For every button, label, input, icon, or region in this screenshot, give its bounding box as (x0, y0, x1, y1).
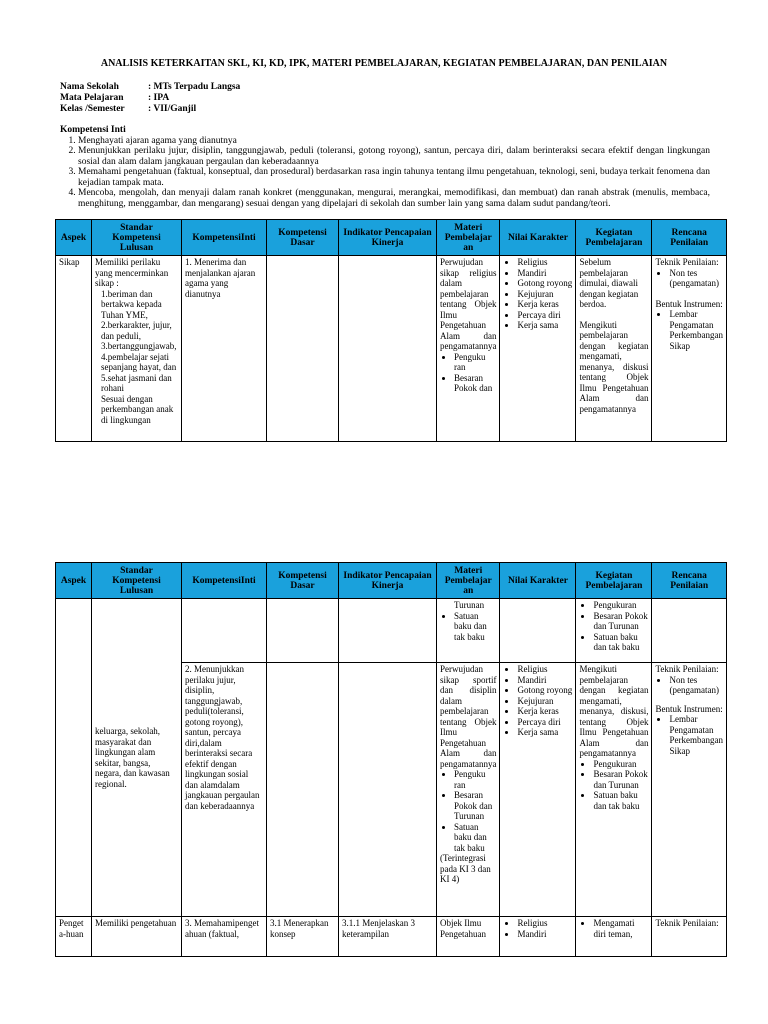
cell-ipk (339, 599, 437, 663)
cell-materi (437, 256, 500, 442)
cell-penilaian: Teknik Penilaian: (652, 917, 726, 957)
karakter-list (503, 664, 572, 738)
list-item: • Mandiri (517, 929, 572, 940)
cell-kd (267, 599, 339, 663)
cell-karakter (500, 256, 576, 442)
cell-ipk: 3.1.1 Menjelaskan 3 keterampilan (339, 917, 437, 957)
list-item: • Satuan baku dan tak baku (593, 790, 648, 811)
cell-aspek (56, 599, 92, 917)
list-item: • Lembar Pengamatan Perkembangan Sikap (669, 309, 722, 351)
penilaian-bentuk: Bentuk Instrumen: (655, 703, 723, 714)
list-item: • Lembar Pengamatan Perkembangan Sikap (669, 714, 722, 756)
ki-list (60, 136, 710, 210)
list-item: • Satuan baku dan tak baku (454, 822, 496, 854)
table-header-row (56, 220, 727, 256)
penilaian-bentuk: Bentuk Instrumen: (655, 298, 723, 309)
header-penilaian: Rencana Penilaian (652, 563, 726, 599)
cell-kegiatan (576, 917, 652, 957)
skl-item: 4.pembelajar sejati sepanjang hayat, dan (101, 351, 177, 372)
cell-penilaian (652, 663, 726, 917)
list-item: • Gotong royong (517, 278, 572, 289)
list-item: • Besaran Pokok dan Turunan (593, 611, 648, 632)
table-row (56, 599, 727, 663)
cell-kd (267, 256, 339, 442)
skl-item: 5.sehat jasmani dan rohani (101, 372, 172, 393)
meta-value: : IPA (148, 93, 170, 103)
ki-item: 1. Menghayati ajaran agama yang dianutnya (78, 136, 710, 147)
meta-label: Mata Pelajaran (60, 93, 124, 103)
kegiatan-text: Mengikuti pembelajaran dengan kegiatan mengamati, menanya, diskusi, tentang Objek Ilmu Pengetahuan Alam dan pengamatannya (579, 664, 649, 758)
header-kegiatan: Kegiatan Pembelajaran (576, 563, 652, 599)
list-item: • Kejujuran (517, 289, 572, 300)
penilaian-list (655, 675, 722, 696)
header-aspek: Aspek (56, 220, 92, 256)
list-item: • Religius (517, 664, 572, 675)
header-skl: Standar Kompetensi Lulusan (92, 563, 182, 599)
list-item: • Kejujuran (517, 696, 572, 707)
skl-item: 3.bertanggungjawab, (101, 341, 177, 351)
cell-kd (267, 663, 339, 917)
meta-row-class (60, 104, 240, 115)
analysis-table-2 (55, 562, 727, 957)
list-item: • Penguku ran (454, 352, 496, 373)
skl-item: 2.berkarakter, jujur, dan peduli, (101, 320, 172, 341)
list-item: • Mandiri (517, 268, 572, 279)
kegiatan-list (579, 759, 648, 812)
ki-item: 2. Menunjukkan perilaku jujur, disiplin, tanggungjawab, peduli (toleransi, gotong royong), santun, percaya diri, dalam berinteraksi secara efektif dengan lingkungan sosial dan alam dalam jangkauan pergaulan dan keberadaannya (78, 146, 710, 167)
header-ki: KompetensiInti (182, 563, 267, 599)
list-item: • Kerja sama (517, 320, 572, 331)
materi-note: (Terintegrasi pada KI 3 dan KI 4) (440, 853, 491, 884)
cell-materi (437, 599, 500, 663)
table-header-row (56, 563, 727, 599)
list-item: • Percaya diri (517, 310, 572, 321)
header-kegiatan: Kegiatan Pembelajaran (576, 220, 652, 256)
karakter-list (503, 257, 572, 331)
header-skl: Standar Kompetensi Lulusan (92, 220, 182, 256)
penilaian-list (655, 309, 722, 351)
ki-heading: Kompetensi Inti (60, 125, 126, 135)
skl-intro: Memiliki perilaku yang mencerminkan sikap : (95, 257, 169, 288)
cell-ki: 1. Menerima dan menjalankan ajaran agama yang dianutnya (182, 256, 267, 442)
cell-ki: 3. Memahamipenget ahuan (faktual, (182, 917, 267, 957)
list-item: • Gotong royong (517, 685, 572, 696)
list-item: • Religius (517, 257, 572, 268)
materi-text: Perwujudan sikap sportif dan disiplin dalam pembelajaran tentang Objek Ilmu Pengetahuan Alam dan pengamatannya (440, 664, 497, 769)
list-item: • Non tes (pengamatan) (669, 675, 722, 696)
list-item: • Religius (517, 918, 572, 929)
cell-skl (92, 256, 182, 442)
list-item: • Penguku ran (454, 769, 496, 790)
list-item: • Besaran Pokok dan Turunan (454, 790, 496, 822)
kegiatan-list (579, 918, 648, 939)
kegiatan-text: Mengikuti pembelajaran dengan kegiatan mengamati, menanya, diskusi tentang Objek Ilmu Pengetahuan Alam dan pengamatannya (579, 319, 649, 414)
ki-item: 3. Memahami pengetahuan (faktual, konseptual, dan prosedural) berdasarkan rasa ingin tahunya tentang ilmu pengetahuan, teknologi, seni, budaya terkait fenomena dan kejadian tampak mata. (78, 167, 710, 188)
header-materi: Materi Pembelajar an (437, 563, 500, 599)
skl-continuation: keluarga, sekolah, masyarakat dan lingkungan alam sekitar, bangsa, negara, dan kawasan regional. (95, 726, 170, 789)
cell-karakter (500, 917, 576, 957)
penilaian-teknik: Teknik Penilaian: (655, 257, 719, 267)
list-item: • Satuan baku dan tak baku (454, 611, 496, 643)
penilaian-list (655, 714, 722, 756)
materi-list (440, 769, 496, 853)
cell-karakter (500, 663, 576, 917)
header-kd: Kompetensi Dasar (267, 563, 339, 599)
header-penilaian: Rencana Penilaian (652, 220, 726, 256)
list-item: • Non tes (pengamatan) (669, 268, 722, 289)
meta-row-school (60, 82, 240, 93)
materi-text: Turunan (454, 600, 485, 610)
cell-kegiatan (576, 256, 652, 442)
karakter-list (503, 918, 572, 939)
meta-value: : MTs Terpadu Langsa (148, 82, 241, 92)
header-karakter: Nilai Karakter (500, 220, 576, 256)
document-title: ANALISIS KETERKAITAN SKL, KI, KD, IPK, MATERI PEMBELAJARAN, KEGIATAN PEMBELAJARAN, DAN PENILAIAN (100, 58, 668, 69)
cell-ipk (339, 256, 437, 442)
header-ipk: Indikator Pencapaian Kinerja (339, 220, 437, 256)
document-meta (60, 82, 240, 115)
list-item: • Besaran Pokok dan Turunan (593, 769, 648, 790)
cell-materi (437, 663, 500, 917)
materi-list (440, 611, 496, 643)
cell-ipk (339, 663, 437, 917)
list-item: • Mandiri (517, 675, 572, 686)
cell-kd: 3.1 Menerapkan konsep (267, 917, 339, 957)
header-ipk: Indikator Pencapaian Kinerja (339, 563, 437, 599)
header-kd: Kompetensi Dasar (267, 220, 339, 256)
materi-list (440, 352, 496, 394)
meta-value: : VII/Ganjil (148, 104, 197, 114)
skl-item: 1.beriman dan bertakwa kepada Tuhan YME, (101, 288, 162, 320)
cell-ki (182, 599, 267, 663)
list-item: • Kerja keras (517, 299, 572, 310)
meta-label: Nama Sekolah (60, 82, 119, 92)
cell-skl (92, 599, 182, 917)
cell-skl: Memiliki pengetahuan (92, 917, 182, 957)
list-item: • Mengamati diri teman, (593, 918, 648, 939)
list-item: • Kerja keras (517, 706, 572, 717)
list-item: • Pengukuran (593, 759, 648, 770)
cell-aspek: Penget a-huan (56, 917, 92, 957)
analysis-table-1 (55, 219, 727, 442)
cell-ki: 2. Menunjukkan perilaku jujur, disiplin, tanggungjawab, peduli(toleransi, gotong royong), santun, percaya diri,dalam berinteraksi secara efektif dengan lingkungan sosial dan alamdalam jangkauan pergaulan dan keberadaannya (182, 663, 267, 917)
kegiatan-text: Sebelum pembelajaran dimulai, diawali dengan kegiatan berdoa. (579, 257, 639, 309)
header-karakter: Nilai Karakter (500, 563, 576, 599)
cell-kegiatan (576, 599, 652, 663)
table-row (56, 917, 727, 957)
kegiatan-list (579, 600, 648, 653)
list-item: • Percaya diri (517, 717, 572, 728)
materi-text: Perwujudan sikap religius dalam pembelajaran tentang Objek Ilmu Pengetahuan Alam dan pengamatannya (440, 257, 497, 351)
kompetensi-inti-section (60, 125, 710, 209)
cell-karakter (500, 599, 576, 663)
ki-item: 4. Mencoba, mengolah, dan menyaji dalam ranah konkret (menggunakan, mengurai, merangkai, memodifikasi, dan membuat) dan ranah abstrak (menulis, membaca, menghitung, menggambar, dan mengarang) sesuai dengan yang dipelajari di sekolah dan sumber lain yang sama dalam sudut pandang/teori. (78, 188, 710, 209)
skl-outro: Sesuai dengan perkembangan anak di lingkungan (101, 393, 174, 425)
penilaian-list (655, 268, 722, 289)
cell-penilaian (652, 599, 726, 663)
table-row (56, 256, 727, 442)
cell-materi: Objek Ilmu Pengetahuan (437, 917, 500, 957)
cell-aspek: Sikap (56, 256, 92, 442)
list-item: • Kerja sama (517, 727, 572, 738)
header-materi: Materi Pembelajar an (437, 220, 500, 256)
cell-kegiatan (576, 663, 652, 917)
list-item: • Besaran Pokok dan (454, 373, 496, 394)
meta-row-subject (60, 93, 240, 104)
list-item: • Pengukuran (593, 600, 648, 611)
meta-label: Kelas /Semester (60, 104, 125, 114)
header-aspek: Aspek (56, 563, 92, 599)
cell-penilaian (652, 256, 726, 442)
list-item: • Satuan baku dan tak baku (593, 632, 648, 653)
penilaian-teknik: Teknik Penilaian: (655, 664, 719, 674)
header-ki: KompetensiInti (182, 220, 267, 256)
